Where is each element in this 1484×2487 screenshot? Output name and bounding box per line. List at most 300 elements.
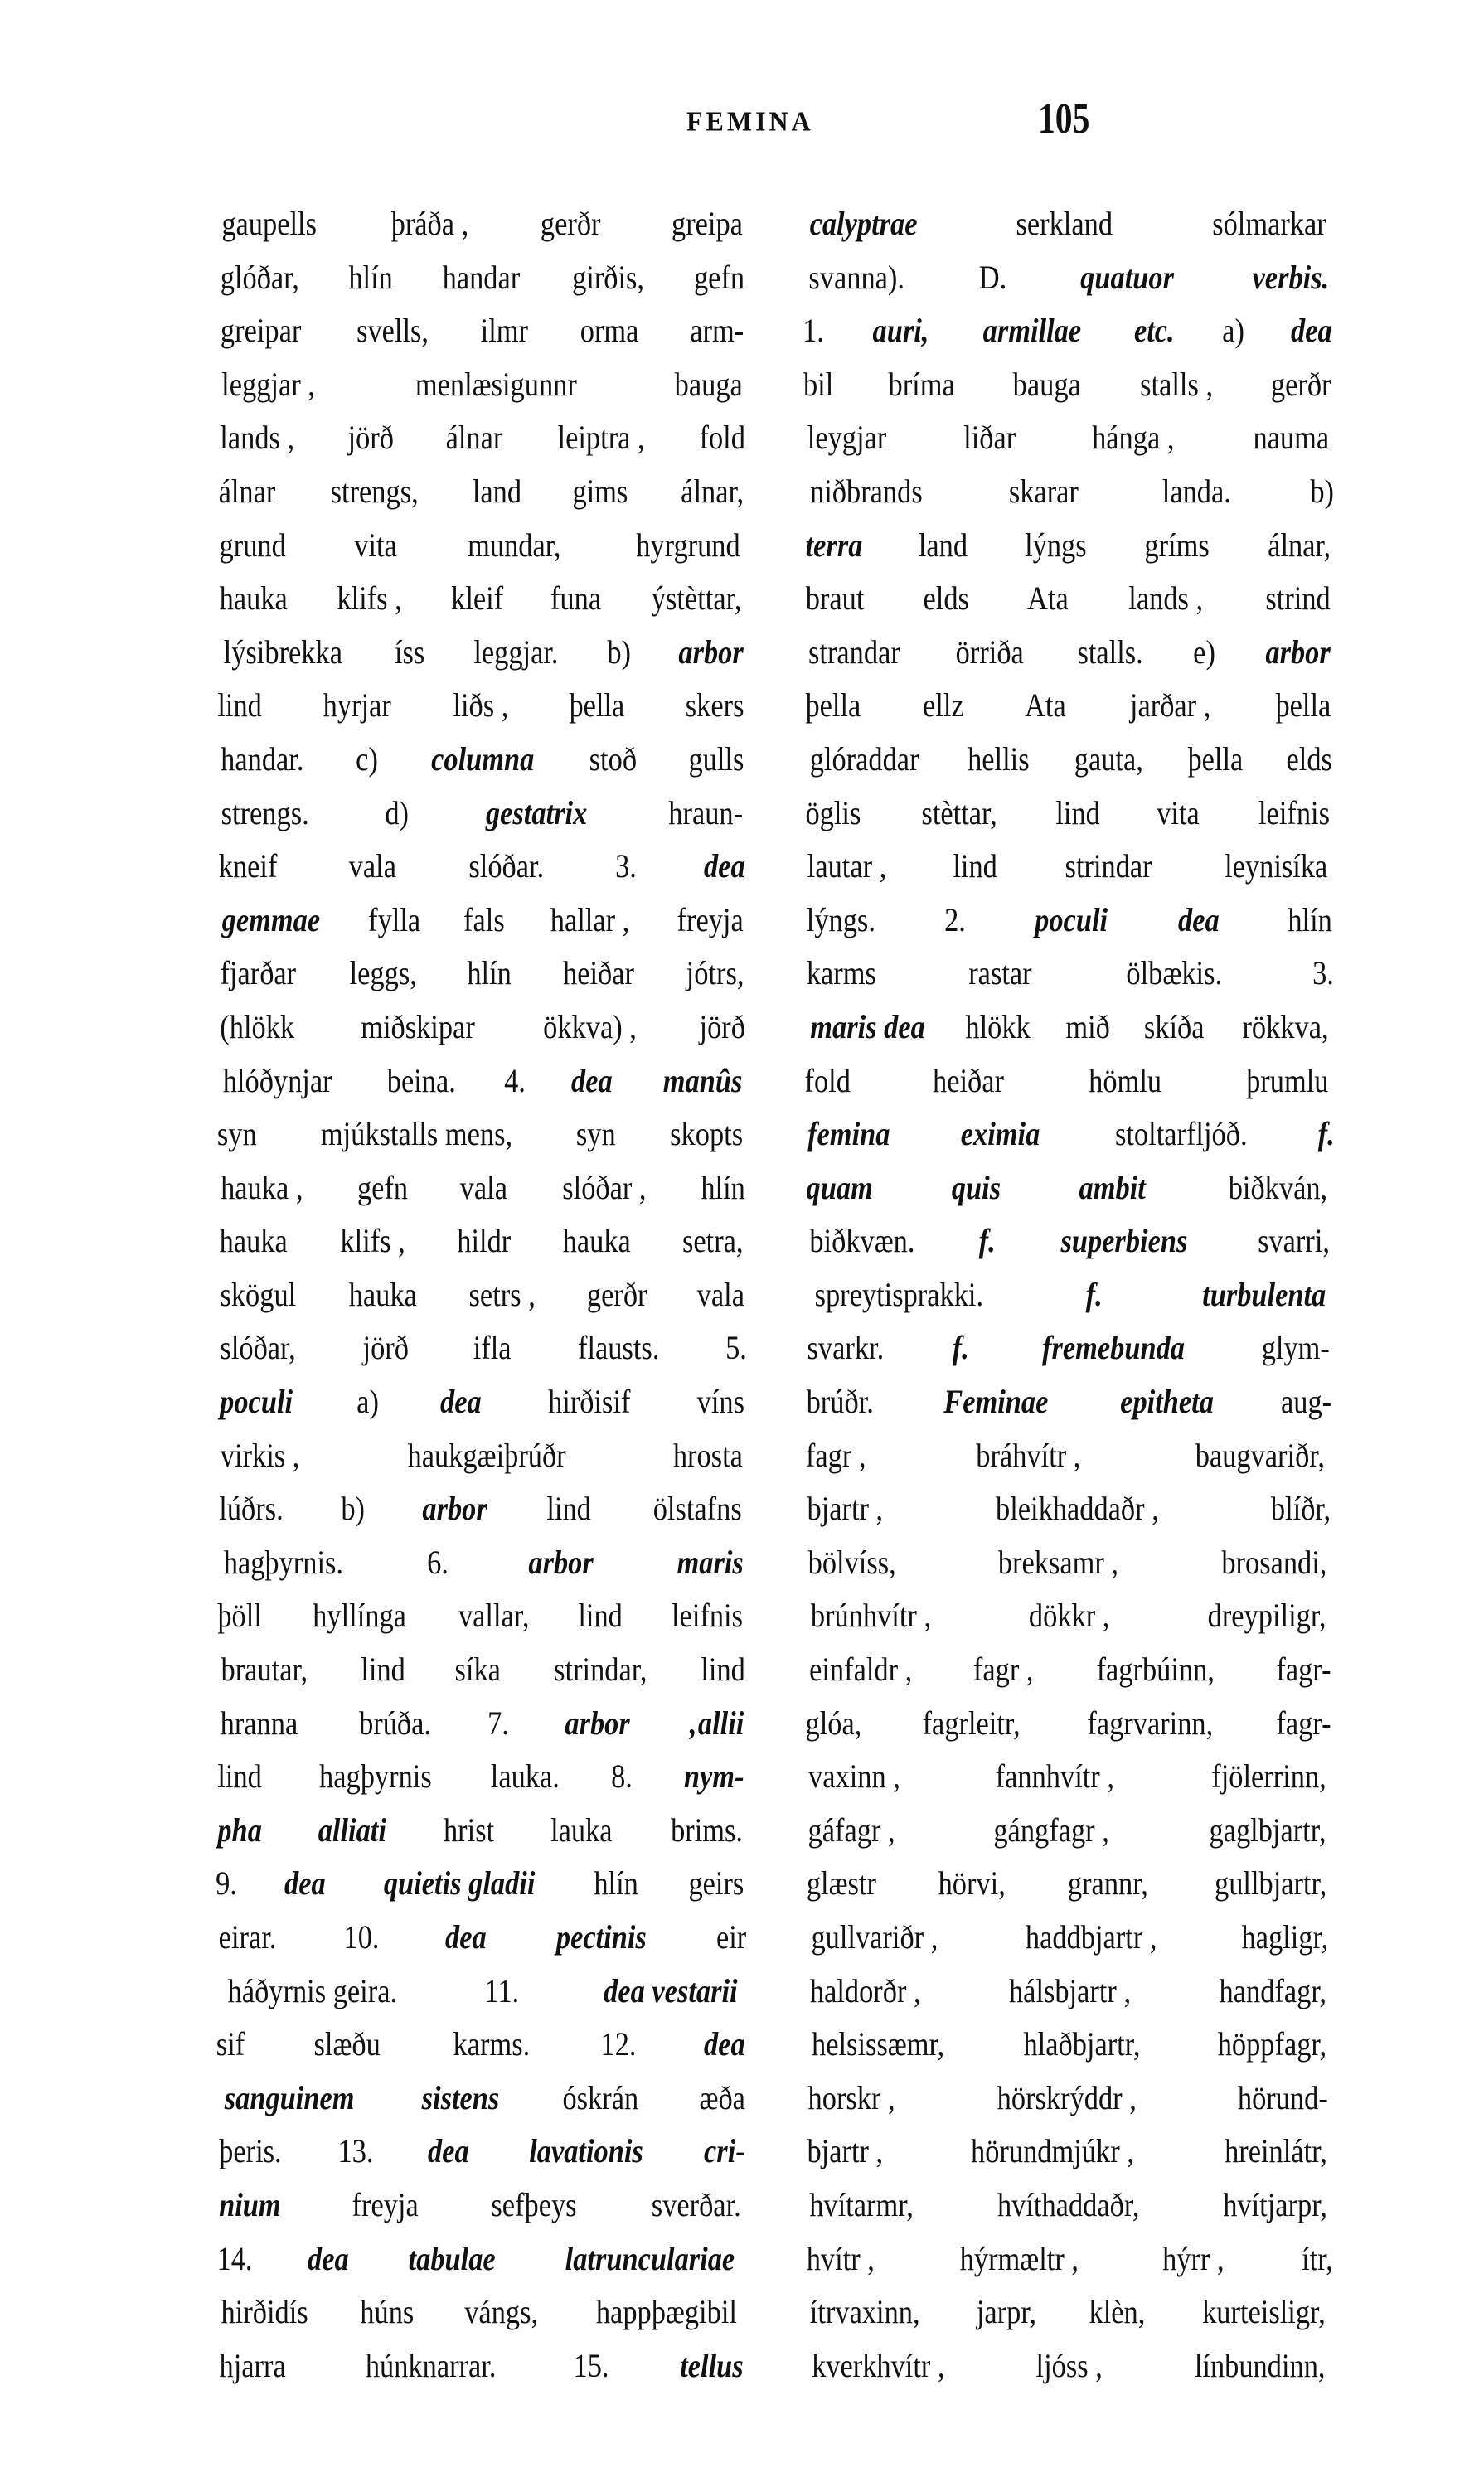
text-column-right: [801, 206, 1336, 2401]
word: gims: [572, 472, 628, 510]
word: biðkvæn.: [809, 1222, 915, 1260]
word: hvítarmr,: [809, 2185, 914, 2223]
text-line: [214, 1384, 749, 1437]
word: vita: [1157, 793, 1200, 831]
word: b): [1309, 472, 1334, 510]
word: þráða ,: [390, 205, 469, 242]
word: lind: [360, 1651, 405, 1689]
word: breksamr ,: [997, 1543, 1118, 1581]
latin-term: dea: [440, 1383, 482, 1421]
latin-term: arbor: [565, 1704, 630, 1742]
latin-term: f.: [952, 1329, 969, 1367]
word: lýngs.: [806, 900, 875, 938]
latin-term: sanguinem: [224, 2078, 355, 2116]
word: ölbækis.: [1125, 954, 1222, 992]
latin-term: superbiens: [1060, 1222, 1188, 1260]
latin-term: fremebunda: [1041, 1329, 1185, 1367]
word: kleif: [450, 579, 503, 618]
word: slóðar,: [220, 1329, 296, 1367]
word: land: [919, 526, 968, 564]
word: baugvariðr,: [1195, 1436, 1326, 1474]
text-line: [801, 1651, 1336, 1705]
word: hálsbjartr ,: [1009, 1971, 1132, 2009]
word: hallar ,: [550, 900, 629, 938]
text-line: [801, 2241, 1336, 2295]
word: sif: [216, 2025, 245, 2063]
word: lýsibrekka: [223, 633, 342, 671]
word: bauga: [675, 365, 744, 403]
word: hánga ,: [1092, 419, 1175, 457]
latin-term: turbulenta: [1201, 1275, 1326, 1313]
word: dökkr ,: [1029, 1597, 1110, 1635]
word: girðis,: [572, 258, 645, 296]
word: húns: [360, 2293, 415, 2331]
word: handar: [443, 258, 521, 296]
word: skopts: [669, 1115, 743, 1153]
text-line: [214, 366, 749, 420]
word: grund: [219, 526, 286, 564]
word: karms.: [453, 2025, 531, 2063]
latin-term: poculi: [1034, 900, 1108, 938]
latin-term: quis: [951, 1168, 1001, 1206]
text-line: [801, 955, 1336, 1009]
word: þella: [569, 686, 624, 725]
latin-term: dea: [444, 1918, 487, 1956]
word: hömlu: [1088, 1061, 1161, 1099]
word: hagþyrnis: [318, 1757, 432, 1796]
word: greipa: [672, 205, 743, 242]
word: skarar: [1009, 472, 1079, 510]
latin-term: gestatrix: [485, 793, 588, 831]
latin-term: ambit: [1079, 1168, 1147, 1206]
word: fagr-: [1276, 1651, 1331, 1689]
text-line: [214, 1223, 749, 1277]
text-line: [214, 1063, 749, 1117]
word: hranna: [220, 1704, 298, 1742]
word: horskr ,: [807, 2078, 895, 2116]
word: óskrán: [562, 2078, 639, 2116]
latin-term: poculi: [220, 1383, 293, 1421]
word: lauka.: [490, 1757, 560, 1796]
latin-term: nium: [219, 2185, 281, 2223]
word: 8.: [611, 1757, 633, 1796]
word: síka: [454, 1651, 501, 1689]
word: kurteisligr,: [1202, 2293, 1326, 2331]
word: hlín: [701, 1168, 745, 1206]
word: klifs ,: [340, 1222, 405, 1260]
word: a): [356, 1383, 380, 1421]
text-line: [214, 259, 749, 313]
text-line: [214, 1812, 749, 1866]
word: gángfagr ,: [992, 1811, 1109, 1849]
text-line: [214, 1705, 749, 1759]
word: hauka: [562, 1222, 631, 1260]
word: þöll: [217, 1597, 262, 1635]
text-line: [801, 1330, 1336, 1384]
word: brosandi,: [1221, 1543, 1327, 1581]
word: glæstr: [806, 1864, 876, 1903]
word: stalls ,: [1139, 365, 1213, 403]
text-line: [214, 1437, 749, 1491]
text-line: [214, 1973, 749, 2027]
latin-term: dea: [704, 2025, 745, 2063]
word: e): [1193, 633, 1216, 671]
word: gulls: [688, 739, 744, 778]
word: heiðar: [933, 1061, 1005, 1099]
word: leynisíka: [1224, 847, 1327, 885]
word: syn: [575, 1115, 616, 1153]
latin-term: maris: [677, 1543, 744, 1581]
word: 3.: [1312, 954, 1334, 992]
word: vallar,: [458, 1597, 530, 1635]
text-line: [214, 580, 749, 634]
text-line: [214, 687, 749, 741]
word: skíða: [1144, 1007, 1205, 1045]
word: vaxinn ,: [808, 1757, 900, 1796]
text-line: [801, 1116, 1336, 1170]
word: hvítr ,: [806, 2239, 875, 2277]
word: þella: [1187, 739, 1244, 778]
word: gefn: [693, 258, 745, 296]
word: mjúkstalls mens,: [320, 1115, 512, 1153]
text-line: [214, 2133, 749, 2187]
text-line: [214, 2241, 749, 2295]
word: bjartr ,: [807, 1490, 884, 1528]
word: hyrjar: [323, 686, 391, 725]
latin-term: dea: [571, 1061, 613, 1099]
text-line: [214, 1544, 749, 1598]
word: lands ,: [1128, 579, 1204, 618]
text-line: [801, 902, 1336, 956]
latin-term: ‚allii: [688, 1704, 744, 1742]
word: fagr-: [1276, 1704, 1331, 1742]
text-line: [801, 1919, 1336, 1973]
text-line: [214, 419, 749, 473]
word: menlæsigunnr: [415, 365, 577, 403]
text-line: [801, 1865, 1336, 1919]
word: lind: [217, 1757, 262, 1796]
text-line: [214, 2080, 749, 2134]
word: þrumlu: [1246, 1061, 1329, 1099]
word: stalls.: [1077, 633, 1144, 671]
word: arm-: [690, 312, 744, 350]
word: brúnhvítr ,: [810, 1597, 932, 1635]
text-line: [801, 527, 1336, 581]
word: hýrmæltr ,: [959, 2239, 1079, 2277]
latin-term: alliati: [318, 1811, 387, 1849]
text-line: [801, 206, 1336, 259]
word: þella: [1275, 686, 1331, 725]
word: landa.: [1161, 472, 1231, 510]
word: hlín: [348, 258, 394, 296]
latin-term: epitheta: [1119, 1383, 1214, 1421]
word: brims.: [670, 1811, 743, 1849]
text-line: [801, 366, 1336, 420]
word: elds: [1286, 739, 1332, 778]
text-line: [214, 1170, 749, 1224]
text-line: [214, 2348, 749, 2402]
word: svells,: [356, 312, 429, 350]
text-line: [214, 848, 749, 902]
text-line: [801, 580, 1336, 634]
word: fold: [804, 1061, 851, 1099]
text-line: [214, 1597, 749, 1651]
latin-term: columna: [430, 739, 535, 778]
word: niðbrands: [810, 472, 923, 510]
text-line: [801, 634, 1336, 688]
word: hvítjarpr,: [1223, 2185, 1327, 2223]
text-line: [214, 955, 749, 1009]
text-line: [801, 259, 1336, 313]
word: haukgæiþrúðr: [407, 1436, 566, 1474]
word: háðyrnis geira.: [227, 1971, 398, 2009]
word: hlaðbjartr,: [1023, 2025, 1141, 2063]
word: elds: [923, 579, 970, 618]
text-column-left: [214, 206, 749, 2401]
latin-term: terra: [805, 526, 863, 564]
word: eirar.: [218, 1918, 277, 1956]
word: 14.: [216, 2239, 253, 2277]
text-line: [214, 1277, 749, 1331]
word: höppfagr,: [1217, 2025, 1327, 2063]
text-line: [214, 1009, 749, 1063]
word: setra,: [682, 1222, 744, 1260]
text-line: [214, 1758, 749, 1812]
word: leggjar ,: [221, 365, 315, 403]
word: hvíthaddaðr,: [997, 2185, 1140, 2223]
word: 5.: [725, 1329, 747, 1367]
word: álnar,: [680, 472, 744, 510]
latin-term: f.: [1086, 1275, 1103, 1313]
text-line: [214, 1330, 749, 1384]
word: glóa,: [805, 1704, 862, 1742]
word: 1.: [803, 312, 824, 350]
word: leifnis: [1258, 793, 1330, 831]
word: einfaldr ,: [809, 1651, 913, 1689]
word: fagrbúinn,: [1096, 1651, 1215, 1689]
latin-term: arbor: [1265, 633, 1331, 671]
word: mið: [1065, 1007, 1110, 1045]
word: álnar: [218, 472, 276, 510]
text-line: [801, 419, 1336, 473]
word: handfagr,: [1219, 1971, 1327, 2009]
text-line: [214, 634, 749, 688]
text-line: [214, 206, 749, 259]
word: ifla: [473, 1329, 512, 1367]
text-line: [214, 2026, 749, 2080]
latin-term: quatuor: [1080, 258, 1175, 296]
word: fylla: [367, 900, 420, 938]
word: Ata: [1027, 579, 1069, 618]
word: fagrleitr,: [922, 1704, 1021, 1742]
word: 11.: [484, 1971, 520, 2009]
latin-term: maris dea: [810, 1007, 925, 1045]
word: blíðr,: [1270, 1490, 1331, 1528]
word: syn: [216, 1115, 257, 1153]
word: húnknarrar.: [365, 2346, 497, 2384]
word: spreytisprakki.: [814, 1275, 984, 1313]
word: freyja: [352, 2185, 419, 2223]
word: glym-: [1262, 1329, 1331, 1367]
latin-term: tellus: [680, 2346, 744, 2384]
word: D.: [978, 258, 1007, 296]
word: grannr,: [1067, 1864, 1148, 1903]
text-line: [801, 848, 1336, 902]
word: lauka: [550, 1811, 613, 1849]
word: ítr,: [1302, 2239, 1333, 2277]
word: þeris.: [219, 2132, 282, 2170]
text-line: [801, 1758, 1336, 1812]
word: vita: [354, 526, 397, 564]
word: ökkva) ,: [542, 1007, 637, 1045]
word: bleikhaddaðr ,: [996, 1490, 1160, 1528]
word: kverkhvítr ,: [812, 2346, 945, 2384]
text-line: [801, 741, 1336, 795]
word: gauta,: [1074, 739, 1143, 778]
word: strengs,: [330, 472, 419, 510]
word: 6.: [427, 1543, 449, 1581]
word: gaupells: [221, 205, 317, 242]
word: (hlökk: [220, 1007, 295, 1045]
word: brúðr.: [806, 1383, 874, 1421]
word: lind: [217, 686, 262, 725]
word: mundar,: [467, 526, 561, 564]
word: dreypiligr,: [1207, 1597, 1326, 1635]
text-line: [214, 313, 749, 366]
word: kneif: [218, 847, 278, 885]
latin-term: dea: [1178, 900, 1220, 938]
word: brautar,: [221, 1651, 308, 1689]
text-line: [801, 1973, 1336, 2027]
latin-term: arbor: [678, 633, 744, 671]
text-line: [801, 1063, 1336, 1117]
word: biðkván,: [1228, 1168, 1328, 1206]
word: hildr: [456, 1222, 511, 1260]
text-line: [801, 2187, 1336, 2241]
word: 9.: [216, 1864, 237, 1903]
word: stoltarfljóð.: [1115, 1115, 1248, 1153]
word: jarðar ,: [1129, 686, 1211, 725]
word: liðar: [963, 419, 1016, 457]
word: hlóðynjar: [222, 1061, 332, 1099]
word: ýstèttar,: [651, 579, 742, 618]
latin-term: arbor: [528, 1543, 594, 1581]
word: fold: [699, 419, 745, 457]
word: strindar,: [554, 1651, 647, 1689]
word: hyrgrund: [636, 526, 740, 564]
latin-term: lavationis: [529, 2132, 644, 2170]
word: vala: [697, 1275, 745, 1313]
latin-term: gemmae: [221, 900, 321, 938]
word: hýrr ,: [1162, 2239, 1225, 2277]
word: leygjar: [807, 419, 887, 457]
word: jörð: [362, 1329, 410, 1367]
word: fals: [463, 900, 505, 938]
word: jörð: [699, 1007, 745, 1045]
text-line: [214, 795, 749, 849]
word: geirs: [688, 1864, 744, 1903]
text-line: [214, 1651, 749, 1705]
word: hrosta: [673, 1436, 744, 1474]
word: víns: [696, 1383, 745, 1421]
word: gaglbjartr,: [1209, 1811, 1326, 1849]
word: jarpr,: [976, 2293, 1037, 2331]
word: gerðr: [587, 1275, 647, 1313]
word: a): [1221, 312, 1244, 350]
word: klifs ,: [337, 579, 403, 618]
latin-term: dea: [704, 847, 745, 885]
word: fjarðar: [220, 954, 297, 992]
text-line: [801, 1705, 1336, 1759]
text-line: [214, 1491, 749, 1544]
latin-term: quam: [806, 1168, 873, 1206]
word: leggjar.: [473, 633, 559, 671]
word: svanna).: [808, 258, 904, 296]
latin-term: pectinis: [556, 1918, 647, 1956]
word: liðs ,: [452, 686, 508, 725]
word: serkland: [1016, 205, 1113, 242]
word: hagligr,: [1241, 1918, 1329, 1956]
word: slóðar.: [468, 847, 545, 885]
text-line: [801, 2294, 1336, 2348]
word: slóðar ,: [562, 1168, 647, 1206]
word: gríms: [1144, 526, 1210, 564]
word: virkis ,: [220, 1436, 300, 1474]
word: lind: [578, 1597, 623, 1635]
word: hellis: [967, 739, 1030, 778]
latin-term: arbor: [422, 1490, 487, 1528]
word: álnar,: [1267, 526, 1331, 564]
word: sverðar.: [652, 2185, 742, 2223]
text-line: [214, 527, 749, 581]
word: bráhvítr ,: [975, 1436, 1080, 1474]
word: 15.: [573, 2346, 609, 2384]
word: ölstafns: [652, 1490, 742, 1528]
text-line: [214, 2187, 749, 2241]
word: jörð: [347, 419, 394, 457]
text-line: [801, 1384, 1336, 1437]
word: eir: [715, 1918, 747, 1956]
latin-term: dea: [1291, 312, 1332, 350]
word: glóðar,: [220, 258, 299, 296]
text-line: [801, 1223, 1336, 1277]
word: miðskipar: [361, 1007, 475, 1045]
word: hlökk: [965, 1007, 1031, 1045]
latin-term: etc.: [1134, 312, 1176, 350]
word: lúðrs.: [219, 1490, 284, 1528]
word: braut: [805, 579, 865, 618]
word: stoð: [589, 739, 638, 778]
word: fagr ,: [973, 1651, 1034, 1689]
word: ilmr: [481, 312, 529, 350]
word: hörskrýddr ,: [997, 2078, 1137, 2116]
word: lind: [546, 1490, 592, 1528]
word: sefþeys: [491, 2185, 577, 2223]
word: línbundinn,: [1194, 2346, 1326, 2384]
latin-term: armillae: [982, 312, 1082, 350]
word: hlín: [594, 1864, 638, 1903]
word: gullvariðr ,: [811, 1918, 938, 1956]
word: handar.: [221, 739, 304, 778]
text-line: [214, 1919, 749, 1973]
text-line: [801, 2026, 1336, 2080]
latin-term: f.: [978, 1222, 996, 1260]
word: helsissæmr,: [812, 2025, 945, 2063]
word: hlín: [467, 954, 512, 992]
word: hirðidís: [221, 2293, 308, 2331]
latin-term: cri-: [704, 2132, 745, 2170]
word: hagþyrnis.: [223, 1543, 344, 1581]
